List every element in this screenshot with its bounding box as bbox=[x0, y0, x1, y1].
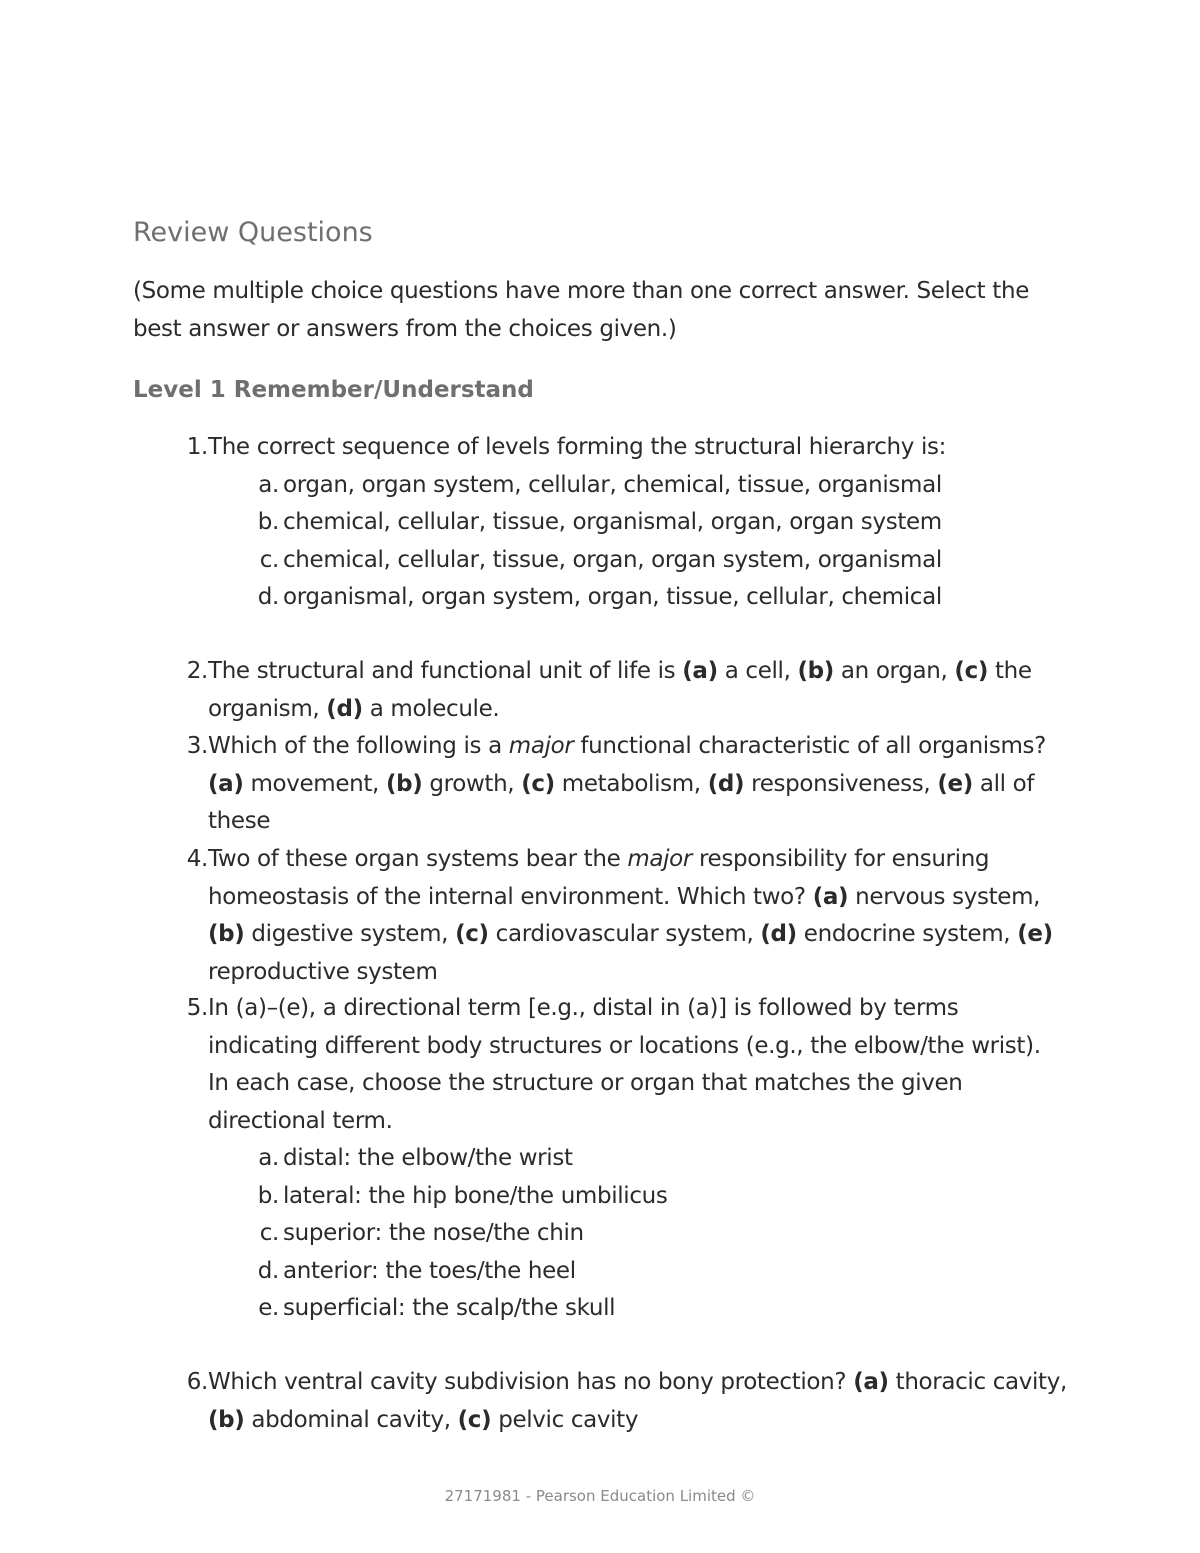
question-text: The correct sequence of levels forming the structural hierarchy is: bbox=[208, 434, 947, 460]
question-6 bbox=[133, 1364, 1068, 1439]
option-text: distal: the elbow/the wrist bbox=[283, 1145, 573, 1171]
question-number: 2. bbox=[186, 658, 208, 684]
option-letter: d. bbox=[257, 1257, 279, 1284]
question-text: The structural and functional unit of life is (a) a cell, (b) an organ, (c) the organism, (d) a molecule. bbox=[208, 658, 1032, 722]
question-number: 4. bbox=[186, 846, 208, 872]
option-item bbox=[133, 1140, 1068, 1178]
question-1 bbox=[133, 429, 1068, 617]
page-footer: 27171981 - Pearson Education Limited © bbox=[444, 1487, 756, 1505]
option-item bbox=[133, 579, 1068, 617]
option-letter: b. bbox=[257, 1182, 279, 1209]
question-number: 5. bbox=[186, 995, 208, 1021]
question-text: Which of the following is a major functional characteristic of all organisms? (a) movement, (b) growth, (c) metabolism, (d) responsiveness, (e) all of these bbox=[208, 733, 1047, 834]
question-number: 3. bbox=[186, 733, 208, 759]
option-list bbox=[133, 1140, 1068, 1328]
option-item bbox=[133, 504, 1068, 542]
option-item bbox=[133, 1215, 1068, 1253]
option-item bbox=[133, 542, 1068, 580]
question-number: 1. bbox=[186, 434, 208, 460]
option-letter: a. bbox=[258, 471, 279, 498]
question-3 bbox=[133, 728, 1068, 841]
option-letter: a. bbox=[258, 1145, 279, 1171]
option-item bbox=[133, 1290, 1068, 1328]
question-5 bbox=[133, 990, 1068, 1328]
option-text: organismal, organ system, organ, tissue, cellular, chemical bbox=[283, 584, 942, 610]
option-letter: c. bbox=[259, 1220, 279, 1246]
option-item bbox=[133, 1178, 1068, 1216]
option-text: superior: the nose/the chin bbox=[283, 1220, 584, 1246]
option-item bbox=[133, 1253, 1068, 1291]
option-letter: e. bbox=[258, 1295, 279, 1321]
option-letter: b. bbox=[257, 509, 279, 535]
option-text: organ, organ system, cellular, chemical, tissue, organismal bbox=[283, 471, 942, 498]
question-text: In (a)–(e), a directional term [e.g., distal in (a)] is followed by terms indicating different body structures or locations (e.g., the elbow/the wrist). In each case, choose the structure or organ that matches the given directional term. bbox=[208, 995, 1041, 1134]
option-text: chemical, cellular, tissue, organ, organ system, organismal bbox=[283, 546, 942, 573]
question-text: Two of these organ systems bear the major responsibility for ensuring homeostasis of the internal environment. Which two? (a) nervous system, (b) digestive system, (c) cardiovascular system, (d) endocrine system, (e) reproductive system bbox=[208, 846, 1053, 985]
instructions: (Some multiple choice questions have more than one correct answer. Select the best answer or answers from the choices given.) bbox=[133, 278, 1030, 342]
question-2 bbox=[133, 653, 1068, 728]
option-text: anterior: the toes/the heel bbox=[283, 1257, 576, 1284]
section-heading: Level 1 Remember/Understand bbox=[133, 377, 534, 403]
page-title: Review Questions bbox=[133, 217, 373, 248]
option-letter: c. bbox=[259, 546, 279, 573]
option-text: chemical, cellular, tissue, organismal, organ, organ system bbox=[283, 509, 942, 535]
question-number: 6. bbox=[186, 1369, 208, 1395]
option-letter: d. bbox=[257, 584, 279, 610]
option-text: lateral: the hip bone/the umbilicus bbox=[283, 1182, 668, 1209]
option-item bbox=[133, 467, 1068, 505]
option-list bbox=[133, 467, 1068, 617]
question-text: Which ventral cavity subdivision has no bony protection? (a) thoracic cavity, (b) abdominal cavity, (c) pelvic cavity bbox=[208, 1369, 1067, 1433]
question-4 bbox=[133, 841, 1068, 991]
option-text: superficial: the scalp/the skull bbox=[283, 1295, 616, 1321]
